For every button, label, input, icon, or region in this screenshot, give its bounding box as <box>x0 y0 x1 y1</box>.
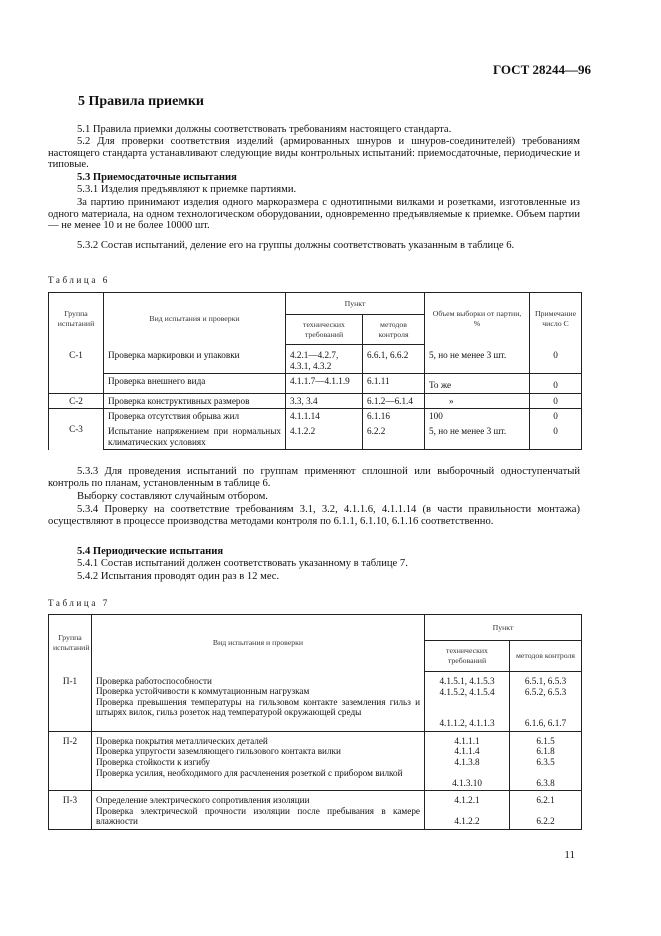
table-7-cell-group: П-2 <box>49 731 92 790</box>
table-6-cell-note: 0 <box>530 424 582 450</box>
table-7-tech-item: 4.1.3.10 <box>452 777 482 788</box>
table-6-cell-note: 0 <box>530 409 582 424</box>
table-7-kind-item: Проверка устойчивости к коммутационным нагрузкам <box>96 686 310 697</box>
table-7-kind-item: Проверка стойкости к изгибу <box>96 756 210 767</box>
table-7-tech-item: 4.1.3.8 <box>454 756 480 767</box>
table-6-cell-tech: 4.1.1.14 <box>286 409 363 424</box>
table-7-kind-item: Определение электрического сопротивления изоляции <box>96 795 310 806</box>
table-7-method-item: 6.1.6, 6.1.7 <box>524 718 567 729</box>
table-7-tech-item: 4.1.5.1, 4.1.5.3 <box>439 676 495 686</box>
table-7-tech-item: 4.1.2.2 <box>454 815 480 826</box>
table-7-kind-item: Проверка упругости заземляющего гильзового контакта вилки <box>96 746 341 757</box>
paragraph-5-4-1: 5.4.1 Состав испытаний должен соответствовать указанному в таблице 7. <box>77 558 408 569</box>
table-6-cell-kind: Проверка внешнего вида <box>104 374 286 394</box>
table-7-method-item: 6.5.1, 6.5.3 <box>524 676 567 686</box>
table-6-cell-methods: 6.1.16 <box>363 409 425 424</box>
table-6-header-punkt: Пункт <box>286 293 425 315</box>
table-6-cell-note: 0 <box>530 345 582 374</box>
paragraph-5-2: 5.2 Для проверки соответствия изделий (армированных шнуров и шнуров-соединителей) требованиям настоящего стандарта устанавливают следующие виды контрольных испытаний: приемосдаточные, периодические и типовые. <box>48 136 580 171</box>
table-7-tech-item: 4.1.2.1 <box>454 795 480 806</box>
table-7-kind-item: Проверка усилия, необходимого для расчленения розеткой с прибором вилкой <box>96 767 403 778</box>
table-row <box>49 393 582 409</box>
table-6-cell-tech: 3.3, 3.4 <box>286 393 363 409</box>
table-6-header-group: Группа испытаний <box>49 293 104 345</box>
table-7-method-item: 6.2.1 <box>536 795 555 806</box>
table-6-cell-methods: 6.1.2—6.1.4 <box>363 393 425 409</box>
paragraph-5-4-2: 5.4.2 Испытания проводят один раз в 12 мес. <box>77 571 280 582</box>
paragraph-5-3-3: 5.3.3 Для проведения испытаний по группам применяют сплошной или выборочный одноступенчатый контроль по планам, установленным в таблице 6. <box>48 466 580 489</box>
table-6-cell-group: С-2 <box>49 393 104 409</box>
table-6-header-tech: технических требований <box>286 315 363 345</box>
table-6-cell-note: 0 <box>530 393 582 409</box>
table-6-cell-kind: Проверка конструктивных размеров <box>104 393 286 409</box>
table-7-header-group: Группа испытаний <box>49 615 92 672</box>
table-7-kind-item: Проверка покрытия металлических деталей <box>96 735 268 746</box>
table-7 <box>48 614 582 830</box>
table-6-cell-methods: 6.6.1, 6.6.2 <box>363 345 425 374</box>
table-6-cell-volume: » <box>425 393 530 409</box>
table-6-header-volume: Объем выборки от партии, % <box>425 293 530 345</box>
heading-5-4: 5.4 Периодические испытания <box>77 546 224 557</box>
table-6-cell-volume: 5, но не менее 3 шт. <box>425 345 530 374</box>
table-row <box>49 672 582 732</box>
page-number: 11 <box>564 849 575 861</box>
table-6-cell-group: С-3 <box>49 409 104 450</box>
table-6-cell-methods: 6.1.11 <box>363 374 425 394</box>
table-6-cell-note: 0 <box>530 374 582 394</box>
table-7-tech-item: 4.1.1.2, 4.1.1.3 <box>439 718 495 729</box>
table-7-method-item: 6.3.5 <box>536 756 555 767</box>
paragraph-5-3-2: 5.3.2 Состав испытаний, деление его на группы должны соответствовать указанным в таблице 6. <box>77 240 515 251</box>
table-6-cell-tech: 4.1.1.7—4.1.1.9 <box>286 374 363 394</box>
table-row <box>49 731 582 790</box>
table-7-tech-item: 4.1.1.4 <box>454 746 480 757</box>
paragraph-5-3-4: 5.3.4 Проверку на соответствие требованиям 3.1, 3.2, 4.1.1.6, 4.1.1.14 (в части правильности монтажа) осуществляют в процессе производства методами контроля по 6.1.1, 6.1.10, 6.1.16 соответственно. <box>48 504 580 527</box>
table-7-method-item: 6.3.8 <box>536 777 555 788</box>
table-7-tech-item: 4.1.5.2, 4.1.5.4 <box>439 686 495 697</box>
table-row <box>49 409 582 424</box>
table-7-kind-item: Проверка работоспособности <box>96 675 212 686</box>
table-7-header-methods: методов контроля <box>510 641 582 672</box>
table-7-method-item: 6.1.8 <box>536 746 555 757</box>
table-6 <box>48 292 582 450</box>
table-6-header-methods: методов контроля <box>363 315 425 345</box>
paragraph-5-3-1: 5.3.1 Изделия предъявляют к приемке партиями. <box>77 184 297 195</box>
table-7-header-punkt: Пункт <box>425 615 582 641</box>
table-7-cell-group: П-3 <box>49 791 92 830</box>
table-6-cell-tech: 4.2.1—4.2.7, 4.3.1, 4.3.2 <box>286 345 363 374</box>
table-7-header-kind: Вид испытания и проверки <box>92 615 425 672</box>
table-6-cell-kind: Проверка отсутствия обрыва жил <box>104 409 286 424</box>
table-row <box>49 424 582 450</box>
table-6-cell-volume: То же <box>425 374 530 394</box>
table-7-cell-group: П-1 <box>49 672 92 732</box>
table-6-header-note: Примечание число C <box>530 293 582 345</box>
table-6-header-kind: Вид испытания и проверки <box>104 293 286 345</box>
table-6-cell-tech: 4.1.2.2 <box>286 424 363 450</box>
table-6-cell-kind: Испытание напряжением при нормальных климатических условиях <box>104 424 286 450</box>
table-6-cell-volume: 100 <box>425 409 530 424</box>
table-7-kind-item: Проверка электрической прочности изоляции после пребывания в камере влажности <box>96 805 420 827</box>
paragraph-5-3-1-lot: За партию принимают изделия одного маркоразмера с однотипными вилками и розетками, изготовленные из одного материала, на одном технологическом оборудовании, одновременно предъявляемые к приемке. Объем партии — не менее 10 и не более 10000 шт. <box>48 197 580 232</box>
table-7-kind-item: Проверка превышения температуры на гильзовом контакте заземления гильз и штырях вилок, гильз розеток над температурой окружающей среды <box>96 696 420 718</box>
table-6-cell-volume: 5, но не менее 3 шт. <box>425 424 530 450</box>
table-row <box>49 791 582 830</box>
table-6-cell-group: С-1 <box>49 345 104 394</box>
table-6-caption: Таблица 6 <box>48 275 110 285</box>
table-7-method-item: 6.5.2, 6.5.3 <box>524 686 567 697</box>
table-6-cell-kind: Проверка маркировки и упаковки <box>104 345 286 374</box>
document-number: ГОСТ 28244—96 <box>492 62 591 77</box>
table-7-tech-item: 4.1.1.1 <box>454 735 480 746</box>
table-row <box>49 374 582 394</box>
paragraph-5-1: 5.1 Правила приемки должны соответствовать требованиям настоящего стандарта. <box>77 124 452 135</box>
paragraph-5-3-3-sampling: Выборку составляют случайным отбором. <box>77 491 268 502</box>
table-7-header-tech: технических требований <box>425 641 510 672</box>
table-7-method-item: 6.1.5 <box>536 735 555 746</box>
table-7-method-item: 6.2.2 <box>536 815 555 826</box>
table-row <box>49 345 582 374</box>
table-6-cell-methods: 6.2.2 <box>363 424 425 450</box>
table-7-caption: Таблица 7 <box>48 598 110 608</box>
heading-5-3: 5.3 Приемосдаточные испытания <box>77 172 237 183</box>
section-title: 5 Правила приемки <box>78 94 204 109</box>
